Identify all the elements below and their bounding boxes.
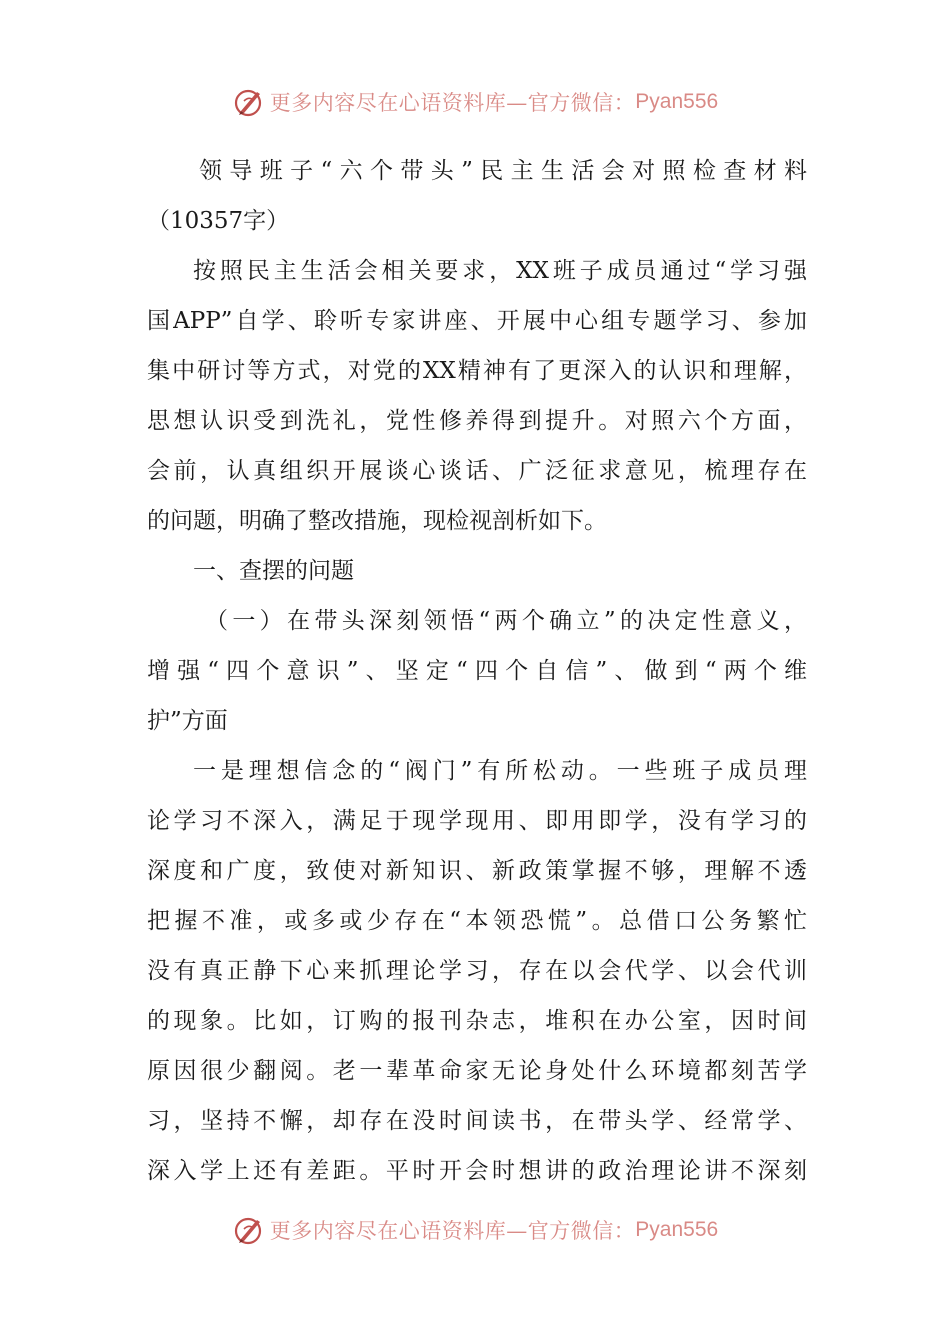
document-word-count: （10357字）	[147, 208, 290, 234]
paragraph-line: 一是理想信念的“阀门”有所松动。一些班子成员理	[193, 758, 807, 784]
paragraph-line: 没有真正静下心来抓理论学习，存在以会代学、以会代训	[147, 958, 807, 984]
watermark-account: Pyan556	[635, 90, 719, 113]
watermark-text: 更多内容尽在心语资料库—官方微信：	[269, 91, 636, 115]
watermark-header	[0, 82, 950, 122]
paragraph-line: 原因很少翻阅。老一辈革命家无论身处什么环境都刻苦学	[147, 1058, 807, 1084]
document-title: 领导班子“六个带头”民主生活会对照检查材料	[199, 158, 807, 184]
paragraph-line: 按照民主生活会相关要求，XX班子成员通过“学习强	[193, 258, 807, 284]
paragraph-line: 深度和广度，致使对新知识、新政策掌握不够，理解不透	[147, 858, 807, 884]
section-heading: 一、查摆的问题	[193, 558, 354, 584]
paragraph-line: 论学习不深入，满足于现学现用、即用即学，没有学习的	[147, 808, 807, 834]
pen-logo-icon	[232, 1213, 266, 1247]
paragraph-line: 习，坚持不懈，却存在没时间读书，在带头学、经常学、	[147, 1108, 807, 1134]
paragraph-line: 把握不准，或多或少存在“本领恐慌”。总借口公务繁忙	[147, 908, 807, 934]
watermark-footer	[0, 1210, 950, 1250]
paragraph-line: 会前，认真组织开展谈心谈话、广泛征求意见，梳理存在	[147, 458, 807, 484]
subsection-heading: 增强“四个意识”、坚定“四个自信”、做到“两个维	[147, 658, 807, 684]
document-body	[147, 146, 807, 1196]
paragraph-line: 思想认识受到洗礼，党性修养得到提升。对照六个方面，	[147, 408, 807, 434]
watermark-account: Pyan556	[635, 1218, 719, 1241]
paragraph-line: 的现象。比如，订购的报刊杂志，堆积在办公室，因时间	[147, 1008, 807, 1034]
watermark-text: 更多内容尽在心语资料库—官方微信：	[269, 1219, 636, 1243]
paragraph-line: 集中研讨等方式，对党的XX精神有了更深入的认识和理解，	[147, 358, 807, 384]
pen-logo-icon	[232, 85, 266, 119]
paragraph-line: 的问题，明确了整改措施，现检视剖析如下。	[147, 508, 607, 534]
subsection-heading: 护”方面	[147, 708, 228, 734]
paragraph-line: 国APP”自学、聆听专家讲座、开展中心组专题学习、参加	[147, 308, 807, 334]
subsection-heading: （一）在带头深刻领悟“两个确立”的决定性意义，	[205, 608, 807, 634]
paragraph-line: 深入学上还有差距。平时开会时想讲的政治理论讲不深刻	[147, 1158, 807, 1184]
